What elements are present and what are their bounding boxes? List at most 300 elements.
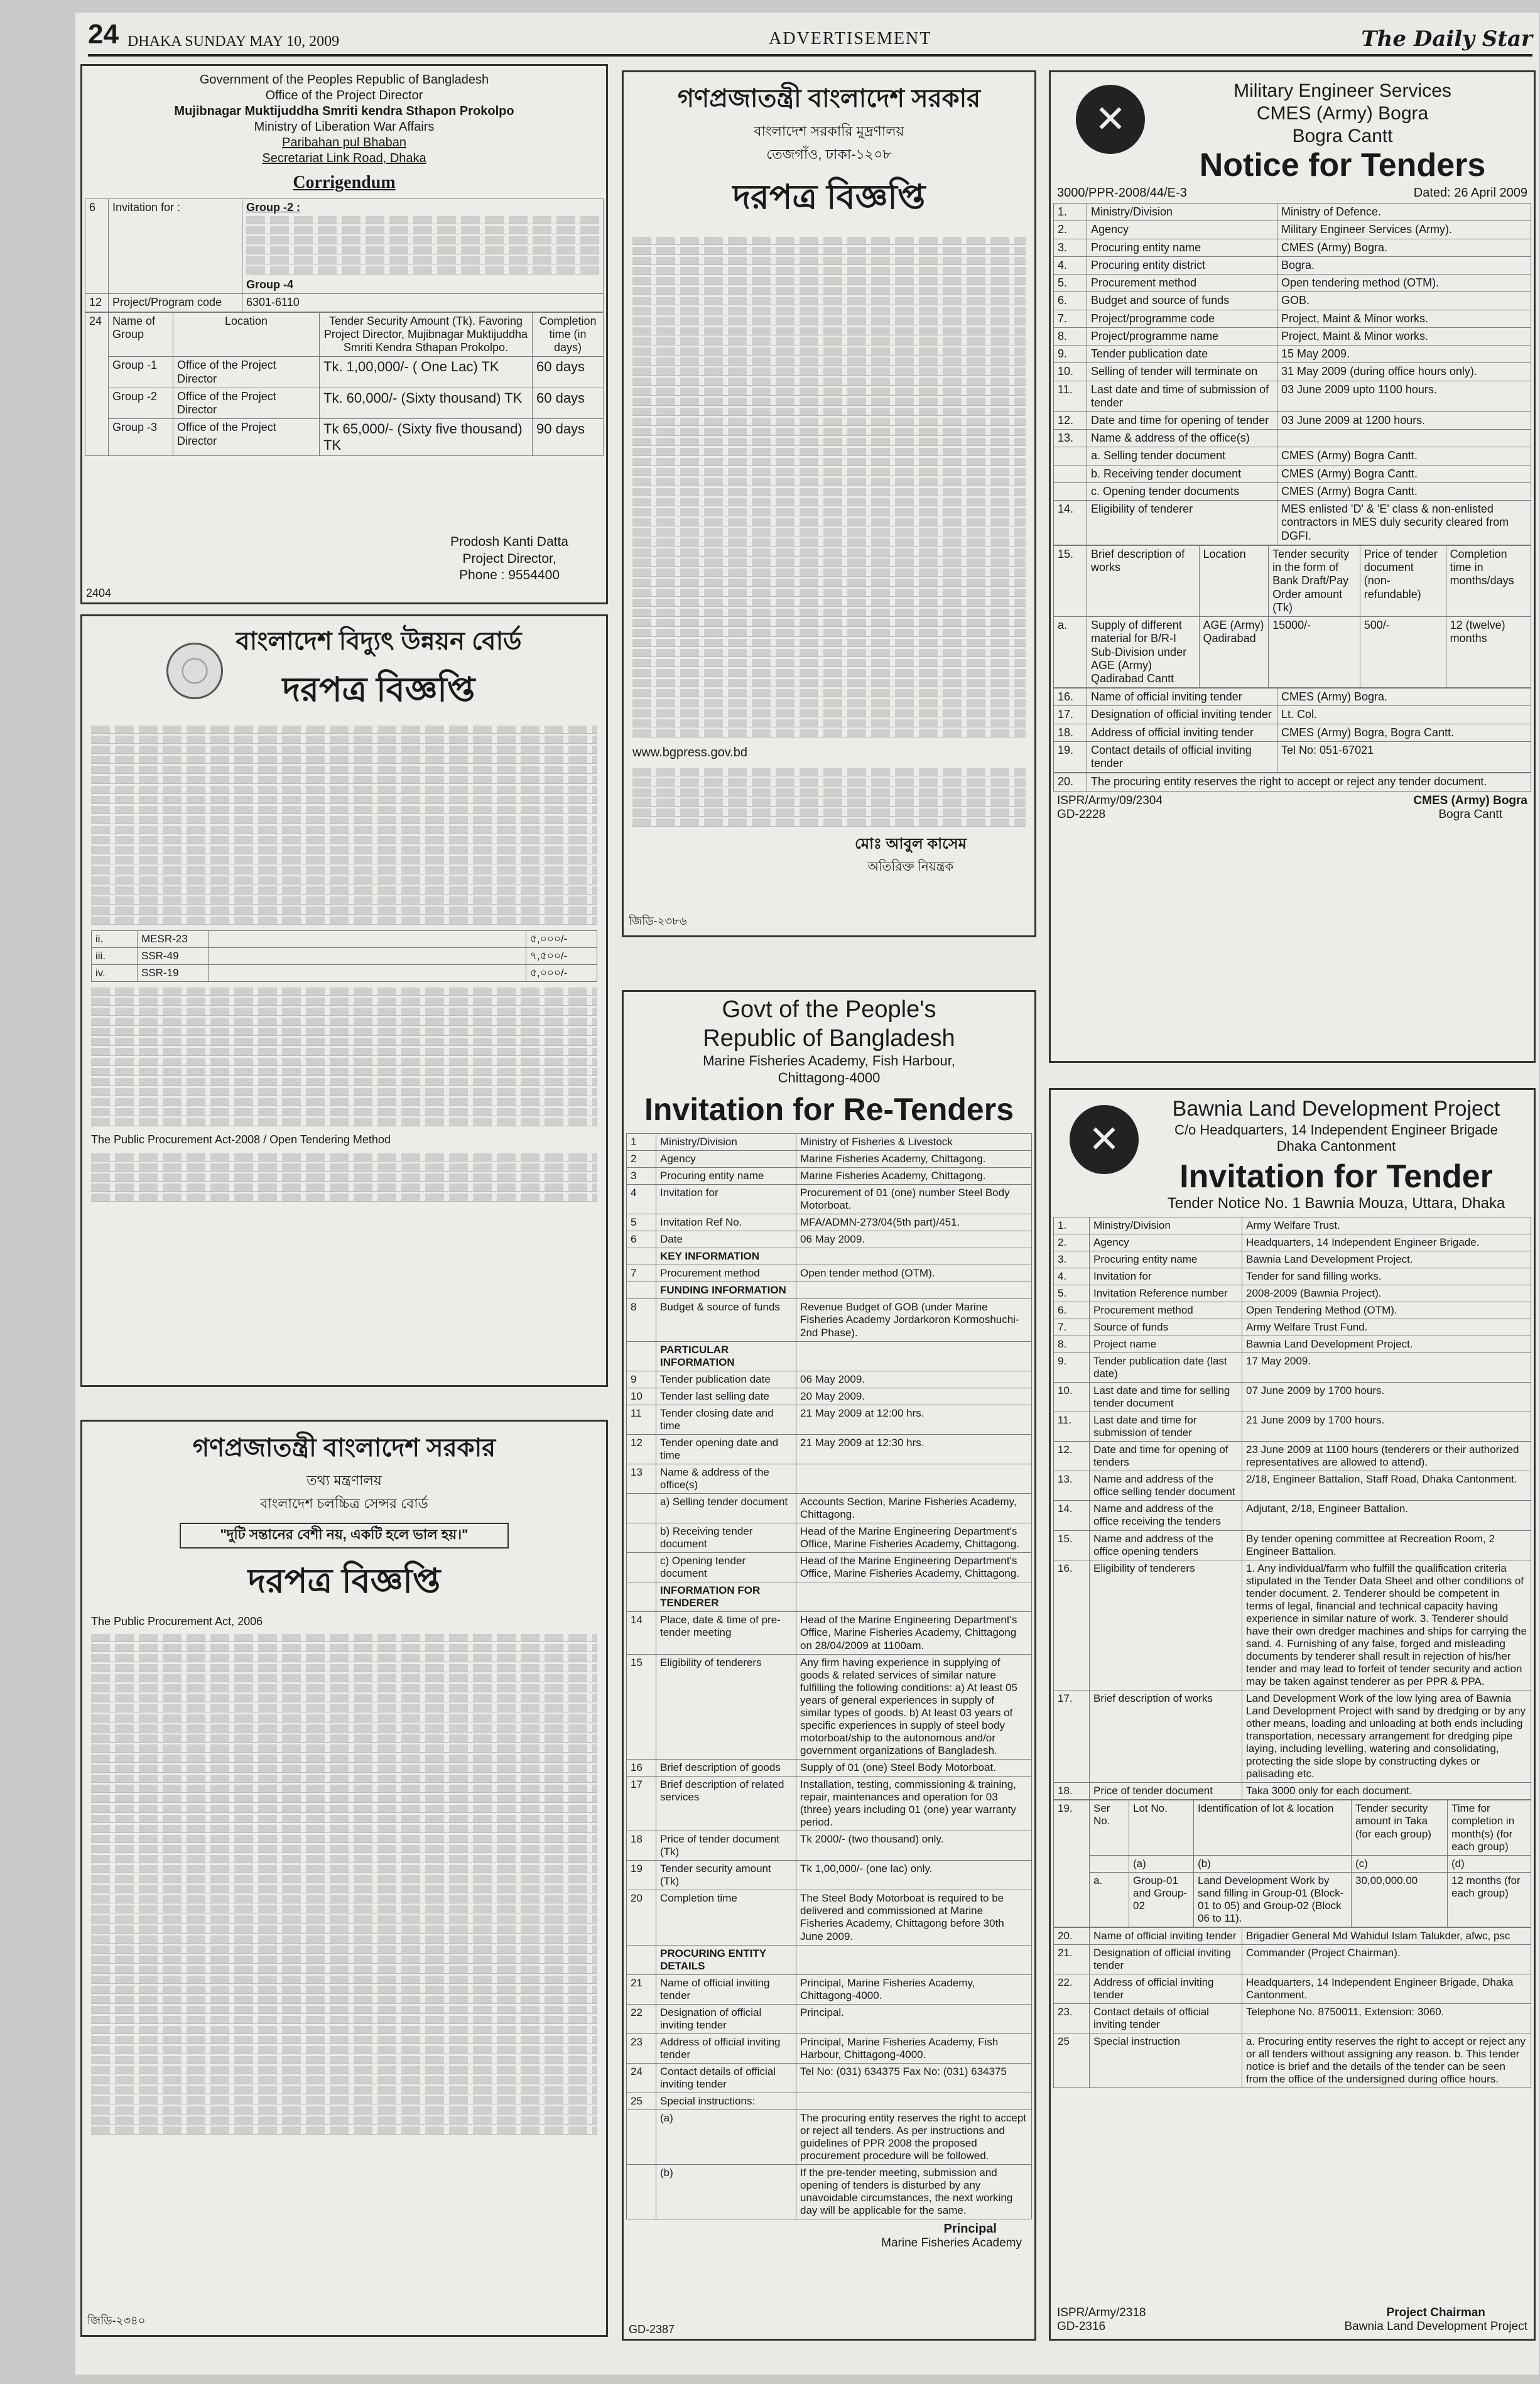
bawnia-org: Bawnia Land Development Project — [1172, 1097, 1500, 1121]
table-cell: 03 June 2009 upto 1100 hours. — [1277, 381, 1531, 411]
bpdb-body-lines — [82, 720, 606, 930]
film-motto: "দুটি সন্তানের বেশী নয়, একটি হলে ভাল হয়।" — [180, 1523, 509, 1549]
table-cell: b. Receiving tender document — [1087, 465, 1277, 482]
table-cell: 23 June 2009 at 1100 hours (tenderers or their authorized representatives are allowed to attend). — [1242, 1442, 1531, 1471]
table-cell: Project, Maint & Minor works. — [1277, 310, 1531, 327]
table-cell: 2. — [1054, 221, 1087, 239]
table-row — [1054, 1217, 1531, 1234]
table-cell: 03 June 2009 at 1200 hours. — [1277, 412, 1531, 430]
table-cell — [627, 1248, 656, 1265]
table-cell: Procuring entity name — [656, 1168, 796, 1185]
table-cell: Bawnia Land Development Project. — [1242, 1336, 1531, 1353]
table-cell: 17 May 2009. — [1242, 1353, 1531, 1382]
table-row — [1054, 412, 1531, 430]
table-cell: Headquarters, 14 Independent Engineer Brigade. — [1242, 1234, 1531, 1251]
table-cell: 16 — [627, 1759, 656, 1776]
table-row — [1054, 1285, 1531, 1302]
film-body-lines — [82, 1628, 606, 2140]
table-cell: 18. — [1054, 724, 1087, 741]
table-cell: 6. — [1054, 292, 1087, 310]
table-cell: Open tendering method (OTM). — [1277, 275, 1531, 292]
table-cell: a) Selling tender document — [656, 1494, 796, 1523]
corr-row12-label: Project/Program code — [109, 294, 242, 312]
table-cell: Agency — [656, 1151, 796, 1168]
bgpress-code: জিডি-২৩৮৬ — [629, 915, 687, 927]
corr-r1-group: Group -1 — [109, 357, 173, 388]
corr-r1-location: Office of the Project Director — [173, 357, 320, 388]
bawnia-r19-table — [1053, 1800, 1531, 1927]
table-cell: Budget and source of funds — [1087, 292, 1277, 310]
table-cell: Agency — [1090, 1234, 1242, 1251]
table-cell: 21. — [1054, 1944, 1090, 1974]
table-cell: 25 — [1054, 2033, 1090, 2088]
table-row — [1054, 706, 1531, 724]
corr-r2-time: 60 days — [533, 388, 604, 418]
mes-sign-1: CMES (Army) Bogra — [1413, 793, 1527, 807]
bpdb-r1-no: MESR-23 — [138, 931, 209, 948]
table-row — [627, 1371, 1032, 1388]
mes-r15-a: a. — [1054, 617, 1087, 688]
section-title: ADVERTISEMENT — [769, 29, 932, 48]
table-cell: Project/programme code — [1087, 310, 1277, 327]
table-cell — [796, 1464, 1032, 1493]
table-cell: Eligibility of tenderers — [1090, 1560, 1242, 1690]
bgpress-sub-2: তেজগাঁও, ঢাকা-১২০৮ — [766, 146, 892, 162]
table-cell: Project name — [1090, 1336, 1242, 1353]
bgpress-title: গণপ্রজাতন্ত্রী বাংলাদেশ সরকার — [677, 85, 981, 112]
bpdb-otm: Open Tendering Method — [269, 1133, 391, 1146]
table-cell: MFA/ADMN-273/04(5th part)/451. — [796, 1214, 1032, 1231]
table-cell: 06 May 2009. — [796, 1371, 1032, 1388]
table-cell: Contact details of official inviting tender — [656, 2063, 796, 2093]
mes-r15-col5: Completion time in months/days — [1446, 545, 1531, 616]
table-row — [627, 1214, 1032, 1231]
table-cell: 10. — [1054, 363, 1087, 381]
table-cell: Tender closing date and time — [656, 1405, 796, 1434]
mes-r15-price: 500/- — [1360, 617, 1446, 688]
table-row — [1054, 327, 1531, 345]
table-cell: Procuring entity name — [1087, 239, 1277, 256]
table-cell: The procuring entity reserves the right to accept or reject all tenders. As per instructions and guidelines of PPR 2008 the proposed procurement procedure will be followed. — [796, 2110, 1032, 2165]
fish-code: GD-2387 — [629, 2323, 675, 2336]
bawnia-sub-2: Dhaka Cantonment — [1276, 1138, 1396, 1155]
corr-r2-group: Group -2 — [109, 388, 173, 418]
film-sub-1: তথ্য মন্ত্রণালয় — [306, 1472, 382, 1488]
table-cell: Principal. — [796, 2004, 1032, 2033]
table-row — [627, 1776, 1032, 1831]
table-cell: 21 — [627, 1974, 656, 2004]
bgpress-web: www.bgpress.gov.bd — [632, 746, 748, 759]
table-row — [627, 1299, 1032, 1341]
crossed-swords-icon: ✕ — [1076, 85, 1145, 154]
fish-title: Invitation for Re-Tenders — [644, 1091, 1014, 1127]
table-row — [627, 1231, 1032, 1248]
paper-logo: The Daily Star — [1361, 26, 1532, 52]
table-row — [1054, 1383, 1531, 1412]
table-cell: CMES (Army) Bogra, Bogra Cantt. — [1277, 724, 1531, 741]
mes-table — [1053, 203, 1531, 545]
edition-date: DHAKA SUNDAY MAY 10, 2009 — [127, 33, 340, 50]
corr-col-time: Completion time (in days) — [533, 312, 604, 357]
table-cell: Procuring entity district — [1087, 256, 1277, 274]
corr-header-6: Secretariat Link Road, Dhaka — [262, 151, 426, 165]
table-cell — [1054, 465, 1087, 482]
table-row — [1054, 1944, 1531, 1974]
table-cell: 1. Any individual/farm who fulfill the qualification criteria stipulated in the Tender Data Sheet and other conditions of tender document. 2. Tenderer should be competent in terms of legal, financial and technical capacity having experience in similar nature of work. 3. Tenderer should have their own dredger machines and ships for carrying the sand. 4. Furnishing of any false, forged and misleading documents by tenderer shall result in rejection of his/her tender and may lead to forfeit of tender security and action may be taken against tenderer as per PPR & PPA. — [1242, 1560, 1531, 1690]
table-cell: 13. — [1054, 1471, 1090, 1501]
table-cell: Installation, testing, commissioning & training, repair, maintenances and operation for 03 (three) years including 01 (one) year warranty period. — [796, 1776, 1032, 1831]
table-row — [627, 1945, 1032, 1974]
bawnia-gd: GD-2316 — [1057, 2320, 1106, 2333]
bpdb-subtitle: দরপত্র বিজ্ঞপ্তি — [282, 671, 475, 709]
table-cell: Open Tendering Method (OTM). — [1242, 1302, 1531, 1319]
table-cell: Completion time — [656, 1890, 796, 1945]
table-cell: 12. — [1054, 1442, 1090, 1471]
table-cell: 7 — [627, 1265, 656, 1282]
table-cell: Headquarters, 14 Independent Engineer Brigade, Dhaka Cantonment. — [1242, 1974, 1531, 2004]
table-cell: Revenue Budget of GOB (under Marine Fisheries Academy Jordarkoron Kormoshuchi-2nd Phase). — [796, 1299, 1032, 1341]
table-cell: If the pre-tender meeting, submission and opening of tenders is disturbed by any unavoidable circumstances, the next working day will be applicable for the same. — [796, 2165, 1032, 2219]
table-cell — [627, 1282, 656, 1299]
table-row — [1054, 256, 1531, 274]
film-title: গণপ্রজাতন্ত্রী বাংলাদেশ সরকার — [192, 1434, 496, 1462]
table-row — [627, 1151, 1032, 1168]
fish-sub-2: Chittagong-4000 — [778, 1069, 881, 1086]
table-cell: Supply of 01 (one) Steel Body Motorboat. — [796, 1759, 1032, 1776]
bawnia-r19-letter-c: (c) — [1352, 1855, 1448, 1872]
table-cell: Special instructions: — [656, 2093, 796, 2110]
table-row — [627, 1759, 1032, 1776]
table-cell: Tel No: 051-67021 — [1277, 741, 1531, 772]
bgpress-sign2: অতিরিক্ত নিয়ন্ত্রক — [867, 860, 954, 874]
table-cell: Brief description of works — [1090, 1690, 1242, 1783]
table-cell: 19 — [627, 1861, 656, 1890]
bgpress-heading: দরপত্র বিজ্ঞপ্তি — [732, 178, 926, 216]
table-cell: (a) — [656, 2110, 796, 2165]
table-cell: Accounts Section, Marine Fisheries Academy, Chittagong. — [796, 1494, 1032, 1523]
table-cell: 06 May 2009. — [796, 1231, 1032, 1248]
table-row — [1054, 689, 1531, 706]
table-row — [627, 1890, 1032, 1945]
table-cell: 11 — [627, 1405, 656, 1434]
film-code: জিডি-২৩৪০ — [87, 2314, 146, 2327]
bpdb-r3-no: SSR-19 — [138, 965, 209, 982]
table-row — [1054, 292, 1531, 310]
table-row — [627, 1248, 1032, 1265]
table-cell: 17. — [1054, 1690, 1090, 1783]
table-cell: Agency — [1087, 221, 1277, 239]
corr-col-amount: Tender Security Amount (Tk). Favoring Project Director, Mujibnagar Muktijuddha Smriti Kendra Sthapan Prokolpo. — [320, 312, 533, 357]
table-cell: Ministry/Division — [656, 1133, 796, 1150]
table-cell: 2. — [1054, 1234, 1090, 1251]
table-cell: By tender opening committee at Recreation Room, 2 Engineer Battalion. — [1242, 1530, 1531, 1560]
table-cell: 17 — [627, 1776, 656, 1831]
table-cell: 13 — [627, 1464, 656, 1493]
table-cell: PARTICULAR INFORMATION — [656, 1341, 796, 1371]
table-cell: Ministry of Fisheries & Livestock — [796, 1133, 1032, 1150]
table-cell: Procuring entity name — [1090, 1251, 1242, 1268]
bawnia-sign-2: Bawnia Land Development Project — [1344, 2320, 1527, 2333]
table-row — [627, 1494, 1032, 1523]
table-cell: a. Selling tender document — [1087, 447, 1277, 465]
table-cell: 18 — [627, 1831, 656, 1861]
table-cell — [627, 1341, 656, 1371]
table-cell: 11. — [1054, 381, 1087, 411]
fish-sign-2: Marine Fisheries Academy — [881, 2236, 1022, 2250]
table-cell: 5. — [1054, 275, 1087, 292]
table-row — [1054, 1302, 1531, 1319]
mes-ispr: ISPR/Army/09/2304 — [1057, 793, 1163, 807]
table-cell: Marine Fisheries Academy, Chittagong. — [796, 1168, 1032, 1185]
film-act: The Public Procurement Act, 2006 — [91, 1615, 263, 1628]
table-cell: Address of official inviting tender — [1087, 724, 1277, 741]
bawnia-r19-col4: Tender security amount in Taka (for each group) — [1352, 1800, 1448, 1855]
table-row — [1054, 1783, 1531, 1800]
table-cell: 11. — [1054, 1412, 1090, 1442]
table-cell: 16. — [1054, 689, 1087, 706]
table-cell: FUNDING INFORMATION — [656, 1282, 796, 1299]
bawnia-notice: Tender Notice No. 1 Bawnia Mouza, Uttara, Dhaka — [1167, 1194, 1505, 1212]
bgpress-sub-1: বাংলাদেশ সরকারি মুদ্রণালয় — [754, 123, 904, 139]
table-cell: Name & address of the office(s) — [1087, 430, 1277, 447]
table-row — [1054, 1501, 1531, 1530]
table-cell: CMES (Army) Bogra. — [1277, 689, 1531, 706]
table-cell — [627, 1523, 656, 1553]
table-cell: CMES (Army) Bogra Cantt. — [1277, 465, 1531, 482]
bawnia-r19-col3: Identification of lot & location — [1194, 1800, 1352, 1855]
bpdb-r1-amt: ৫,০০০/- — [526, 931, 597, 948]
table-row — [627, 1582, 1032, 1612]
table-cell: 10. — [1054, 1383, 1090, 1412]
table-row — [627, 1464, 1032, 1493]
mes-dated: Dated: 26 April 2009 — [1413, 186, 1527, 200]
film-heading: দরপত্র বিজ্ঞপ্তি — [247, 1562, 441, 1600]
table-cell: 3 — [627, 1168, 656, 1185]
table-cell — [1277, 430, 1531, 447]
table-cell: Invitation Reference number — [1090, 1285, 1242, 1302]
table-row — [627, 1523, 1032, 1553]
mes-ad — [1049, 70, 1536, 1063]
table-row — [1054, 310, 1531, 327]
table-row — [627, 2165, 1032, 2219]
mes-gd: GD-2228 — [1057, 807, 1106, 821]
table-cell: Price of tender document (Tk) — [656, 1831, 796, 1861]
corr-r3-group: Group -3 — [109, 419, 173, 456]
table-cell: Selling of tender will terminate on — [1087, 363, 1277, 381]
table-cell: 1 — [627, 1133, 656, 1150]
table-cell: 12. — [1054, 412, 1087, 430]
table-cell: Tender publication date (last date) — [1090, 1353, 1242, 1382]
table-cell: 20. — [1054, 1927, 1090, 1944]
table-cell: Tender publication date — [1087, 346, 1277, 363]
table-cell — [627, 1945, 656, 1974]
table-cell: Name of official inviting tender — [1087, 689, 1277, 706]
film-censor-ad — [80, 1420, 608, 2337]
fish-org-2: Republic of Bangladesh — [703, 1025, 955, 1052]
table-row — [1054, 1442, 1531, 1471]
fisheries-ad — [622, 990, 1036, 2341]
table-cell — [796, 1341, 1032, 1371]
corr-header-2: Office of the Project Director — [265, 89, 423, 102]
table-row — [1054, 1412, 1531, 1442]
table-cell: 31 May 2009 (during office hours only). — [1277, 363, 1531, 381]
table-row — [1054, 465, 1531, 482]
table-cell: Budget & source of funds — [656, 1299, 796, 1341]
table-row — [1054, 1974, 1531, 2004]
mes-sign-2: Bogra Cantt — [1438, 807, 1502, 821]
table-cell: PROCURING ENTITY DETAILS — [656, 1945, 796, 1974]
table-row — [627, 1341, 1032, 1371]
bawnia-r19-time: 12 months (for each group) — [1448, 1872, 1531, 1927]
table-row — [627, 2110, 1032, 2165]
crossed-swords-icon-2: ✕ — [1070, 1105, 1139, 1174]
table-cell — [627, 1494, 656, 1523]
table-cell: Procurement method — [656, 1265, 796, 1282]
table-cell: 14. — [1054, 501, 1087, 545]
table-row — [1054, 1336, 1531, 1353]
table-cell: Date and time for opening of tenders — [1090, 1442, 1242, 1471]
bawnia-table — [1053, 1217, 1531, 1800]
table-cell: Tender opening date and time — [656, 1434, 796, 1464]
table-cell: Ministry/Division — [1087, 204, 1277, 221]
corr-row6-label: Invitation for : — [109, 199, 242, 294]
mes-r15-desc: Supply of different material for B/R-I Sub-Division under AGE (Army) Qadirabad Cantt — [1087, 617, 1200, 688]
table-row — [1054, 2033, 1531, 2088]
table-cell: 10 — [627, 1388, 656, 1405]
table-cell: The Steel Body Motorboat is required to be delivered and commissioned at Marine Fisheries Academy, Chittagong before 30th June 2009. — [796, 1890, 1032, 1945]
table-cell: Telephone No. 8750011, Extension: 3060. — [1242, 2004, 1531, 2033]
table-cell: Invitation for — [656, 1185, 796, 1214]
table-cell: Bogra. — [1277, 256, 1531, 274]
table-cell: Marine Fisheries Academy, Chittagong. — [796, 1151, 1032, 1168]
table-cell: 18. — [1054, 1783, 1090, 1800]
table-cell: 4. — [1054, 256, 1087, 274]
table-row — [1054, 204, 1531, 221]
corr-r2-location: Office of the Project Director — [173, 388, 320, 418]
bpdb-r3-amt: ৫,০০০/- — [526, 965, 597, 982]
corr-sign-name: Prodosh Kanti Datta — [450, 535, 568, 550]
mes-r15-loc: AGE (Army) Qadirabad — [1199, 617, 1269, 688]
bpdb-ad: বাংলাদেশ বিদ্যুৎ উন্নয়ন বোর্ড দরপত্র বিজ্ঞপ্তি ii. MESR-23 ৫,০০০/- iii. SSR-49 ৭,৫০০/- iv. SSR-19 ৫,০০০/- The Public Procurement Act-2008 / Open Tendering Method — [80, 614, 608, 1387]
table-cell: a. Procuring entity reserves the right to accept or reject any or all tenders without assigning any reason. b. This tender notice is brief and the details of the tender can be seen from the office of the undersigned during office hours. — [1242, 2033, 1531, 2088]
table-cell: Brigadier General Md Wahidul Islam Talukder, afwc, psc — [1242, 1927, 1531, 1944]
table-row — [1054, 1471, 1531, 1501]
table-cell: Place, date & time of pre-tender meeting — [656, 1612, 796, 1654]
table-cell: 4. — [1054, 1268, 1090, 1285]
bawnia-r19-no: 19. — [1054, 1800, 1090, 1927]
bawnia-r19-col1: Ser No. — [1090, 1800, 1129, 1855]
bawnia-r19-col5: Time for completion in month(s) (for each group) — [1448, 1800, 1531, 1855]
table-cell: Tk 1,00,000/- (one lac) only. — [796, 1861, 1032, 1890]
mes-ref: 3000/PPR-2008/44/E-3 — [1057, 186, 1187, 200]
corr-r3-location: Office of the Project Director — [173, 419, 320, 456]
table-row — [627, 1388, 1032, 1405]
table-cell: Date and time for opening of tender — [1087, 412, 1277, 430]
corr-title: Corrigendum — [293, 173, 396, 192]
corr-signature — [450, 534, 568, 584]
table-cell: 9 — [627, 1371, 656, 1388]
table-row — [627, 1133, 1032, 1150]
bawnia-title: Invitation for Tender — [1179, 1158, 1493, 1195]
mes-r15-sec: 15000/- — [1269, 617, 1360, 688]
corr-header-1: Government of the Peoples Republic of Bangladesh — [199, 73, 489, 87]
table-cell: 7. — [1054, 1319, 1090, 1336]
table-row — [1054, 381, 1531, 411]
fish-sub-1: Marine Fisheries Academy, Fish Harbour, — [703, 1053, 955, 1069]
mes-r15-time: 12 (twelve) months — [1446, 617, 1531, 688]
table-cell: Special instruction — [1090, 2033, 1242, 2088]
table-cell: 1. — [1054, 1217, 1090, 1234]
table-cell: CMES (Army) Bogra Cantt. — [1277, 447, 1531, 465]
table-cell: CMES (Army) Bogra. — [1277, 239, 1531, 256]
table-row — [627, 1185, 1032, 1214]
table-cell: Commander (Project Chairman). — [1242, 1944, 1531, 1974]
table-cell: 3. — [1054, 239, 1087, 256]
table-cell: Procurement method — [1090, 1302, 1242, 1319]
bgpress-body-lines — [624, 231, 1034, 743]
mes-table2 — [1053, 688, 1531, 773]
table-cell: 13. — [1054, 430, 1087, 447]
mes-r20-text: The procuring entity reserves the right to accept or reject any tender document. — [1087, 773, 1531, 791]
table-cell: Address of official inviting tender — [656, 2033, 796, 2063]
bawnia-r19-ser: a. — [1090, 1872, 1129, 1927]
table-cell: Designation of official inviting tender — [1087, 706, 1277, 724]
table-row — [1054, 1353, 1531, 1382]
table-row — [627, 1861, 1032, 1890]
table-row — [1054, 1234, 1531, 1251]
table-cell: 6 — [627, 1231, 656, 1248]
corr-group4: Group -4 — [246, 278, 293, 291]
table-cell: Invitation Ref No. — [656, 1214, 796, 1231]
table-cell: Principal, Marine Fisheries Academy, Chittagong-4000. — [796, 1974, 1032, 2004]
table-cell: Name and address of the office opening tenders — [1090, 1530, 1242, 1560]
table-cell: CMES (Army) Bogra Cantt. — [1277, 482, 1531, 500]
table-row — [1054, 501, 1531, 545]
table-cell: 23. — [1054, 2004, 1090, 2033]
table-cell: Price of tender document — [1090, 1783, 1242, 1800]
table-row — [627, 1974, 1032, 2004]
bgpress-sign: মোঃ আবুল কাসেম — [855, 835, 967, 852]
fish-org-1: Govt of the People's — [722, 996, 936, 1023]
table-cell — [1054, 482, 1087, 500]
table-cell: 16. — [1054, 1560, 1090, 1690]
table-cell: Ministry/Division — [1090, 1217, 1242, 1234]
table-cell: 8 — [627, 1299, 656, 1341]
mes-r15-col2: Location — [1199, 545, 1269, 616]
table-cell: GOB. — [1277, 292, 1531, 310]
table-cell: 22. — [1054, 1974, 1090, 2004]
table-cell: Eligibility of tenderers — [656, 1654, 796, 1759]
bpdb-logo-icon — [166, 643, 223, 699]
table-cell: Tel No: (031) 634375 Fax No: (031) 634375 — [796, 2063, 1032, 2093]
table-cell: Taka 3000 only for each document. — [1242, 1783, 1531, 1800]
table-cell: 19. — [1054, 741, 1087, 772]
table-cell: Invitation for — [1090, 1268, 1242, 1285]
table-row — [1054, 1319, 1531, 1336]
table-row — [1054, 430, 1531, 447]
page-number: 24 — [88, 19, 119, 50]
corr-header-5: Paribahan pul Bhaban — [282, 136, 406, 150]
bawnia-table2 — [1053, 1927, 1531, 2089]
table-cell: Contact details of official inviting tender — [1090, 2004, 1242, 2033]
table-row — [1054, 221, 1531, 239]
table-cell: 5. — [1054, 1285, 1090, 1302]
table-cell: Contact details of official inviting tender — [1087, 741, 1277, 772]
corr-sign-title: Project Director, — [462, 551, 556, 566]
table-cell: Eligibility of tenderer — [1087, 501, 1277, 545]
table-cell: 21 May 2009 at 12:00 hrs. — [796, 1405, 1032, 1434]
table-cell: Date — [656, 1231, 796, 1248]
